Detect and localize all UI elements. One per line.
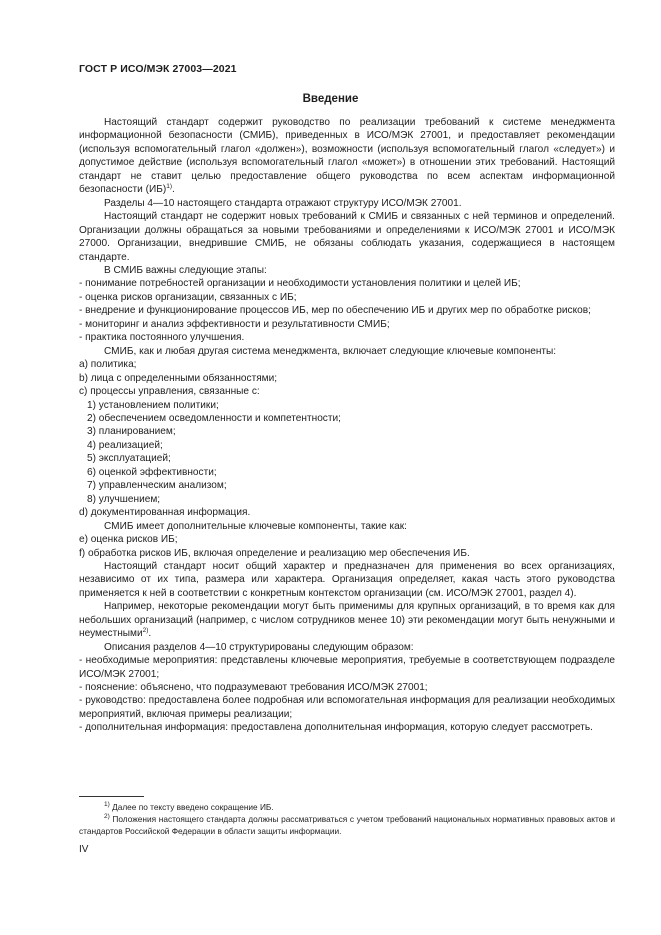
paragraph-text: 2) обеспечением осведомленности и компетентности; — [87, 412, 341, 424]
paragraph-text: - необходимые мероприятия: представлены ключевые мероприятия, требуемые в соответствующем подразделе ИСО/МЭК 27001; — [79, 655, 615, 680]
paragraph-text: - дополнительная информация: предоставлена дополнительная информация, которую следует рассмотреть. — [79, 722, 593, 734]
paragraph-text: 3) планированием; — [87, 426, 176, 438]
paragraph — [79, 600, 615, 640]
paragraph-text: - понимание потребностей организации и необходимости установления политики и целей ИБ; — [79, 278, 521, 290]
paragraph — [79, 452, 615, 465]
paragraph-text: - внедрение и функционирование процессов ИБ, мер по обеспечению ИБ и других мер по обработке рисков; — [79, 305, 591, 317]
paragraph — [79, 506, 615, 519]
paragraph — [79, 412, 615, 425]
paragraph — [79, 533, 615, 546]
paragraph-text: В СМИБ важны следующие этапы: — [104, 264, 267, 276]
paragraph-tail: . — [148, 628, 152, 640]
paragraph — [79, 641, 615, 654]
paragraph — [79, 681, 615, 694]
paragraph-text: 6) оценкой эффективности; — [87, 466, 217, 478]
paragraph-text: d) документированная информация. — [79, 507, 251, 519]
paragraph — [79, 439, 615, 452]
paragraph — [79, 560, 615, 600]
paragraph — [79, 197, 615, 210]
footnote-mark: 1) — [104, 801, 110, 808]
paragraph — [79, 331, 615, 344]
paragraph — [79, 277, 615, 290]
paragraph-text: c) процессы управления, связанные с: — [79, 386, 260, 398]
paragraph-text: Описания разделов 4—10 структурированы следующим образом: — [104, 641, 414, 653]
paragraph — [79, 520, 615, 533]
paragraph — [79, 721, 615, 734]
footnote-text: Положения настоящего стандарта должны рассматриваться с учетом требований национальных нормативных правовых актов и стандартов Российской Федерации в области защиты информации. — [79, 814, 615, 837]
paragraph-text: СМИБ, как и любая другая система менеджмента, включает следующие ключевые компоненты: — [104, 345, 557, 357]
paragraph — [79, 210, 615, 264]
paragraph — [79, 116, 615, 197]
footnote — [79, 813, 615, 837]
footnote-ref: 2) — [142, 627, 149, 635]
footnote-text: Далее по тексту введено сокращение ИБ. — [109, 802, 274, 812]
page-number: IV — [79, 844, 89, 855]
paragraph-text: 5) эксплуатацией; — [87, 453, 171, 465]
paragraph — [79, 399, 615, 412]
paragraph-text: Настоящий стандарт содержит руководство по реализации требований к системе менеджмента информационной безопасности (СМИБ), приведенных в ИСО/МЭК 27001, и предоставляет рекомендации (используя вспомогательный глагол «должен»), возможности (используя вспомогательный глагол «следует») и допустимое действие (используя вспомогательный глагол «может») в отношении этих требований. Настоящий стандарт не ставит целью предоставление общего руководства по всем аспектам информационной безопасности (ИБ) — [79, 117, 615, 196]
footnotes — [79, 801, 615, 838]
paragraph-text: - пояснение: объяснено, что подразумевают требования ИСО/МЭК 27001; — [79, 682, 428, 694]
paragraph — [79, 466, 615, 479]
paragraph — [79, 345, 615, 358]
paragraph — [79, 372, 615, 385]
paragraph-text: Например, некоторые рекомендации могут быть применимы для крупных организаций, в то время как для небольших организаций (например, с числом сотрудников менее 10) эти рекомендации могут быть ненужными и неуместными — [79, 601, 615, 640]
paragraph — [79, 304, 615, 317]
paragraph-text: Настоящий стандарт не содержит новых требований к СМИБ и связанных с ней терминов и определений. Организации должны обращаться за новыми требованиями и определениями к ИСО/МЭК 27001 и ИСО/МЭК 27000. Организации, внедрившие СМИБ, не обязаны соблюдать указания, содержащиеся в настоящем стандарте. — [79, 211, 615, 263]
paragraph-tail: . — [172, 184, 175, 196]
paragraph — [79, 358, 615, 371]
paragraph-text: 1) установлением политики; — [87, 399, 219, 411]
footnote-separator — [79, 796, 144, 797]
paragraph-text: 8) улучшением; — [87, 493, 161, 505]
paragraph-text: - практика постоянного улучшения. — [79, 332, 245, 344]
body-text — [79, 116, 615, 735]
paragraph — [79, 264, 615, 277]
paragraph-text: Разделы 4—10 настоящего стандарта отражают структуру ИСО/МЭК 27001. — [104, 197, 462, 209]
paragraph — [79, 425, 615, 438]
paragraph-text: - оценка рисков организации, связанных с ИБ; — [79, 291, 297, 303]
paragraph — [79, 291, 615, 304]
paragraph — [79, 547, 615, 560]
document-header: ГОСТ Р ИСО/МЭК 27003—2021 — [79, 63, 237, 75]
paragraph-text: f) обработка рисков ИБ, включая определение и реализацию мер обеспечения ИБ. — [79, 547, 470, 559]
paragraph — [79, 479, 615, 492]
footnote — [79, 801, 615, 813]
section-title: Введение — [302, 93, 359, 105]
paragraph-text: 7) управленческим анализом; — [87, 480, 227, 492]
paragraph-text: b) лица с определенными обязанностями; — [79, 372, 278, 384]
paragraph — [79, 493, 615, 506]
footnote-mark: 2) — [104, 813, 110, 821]
paragraph-text: СМИБ имеет дополнительные ключевые компоненты, такие как: — [104, 520, 407, 532]
footnote-ref: 1) — [166, 183, 172, 191]
paragraph — [79, 694, 615, 721]
paragraph-text: a) политика; — [79, 359, 137, 371]
paragraph — [79, 654, 615, 681]
paragraph-text: e) оценка рисков ИБ; — [79, 534, 178, 546]
paragraph — [79, 385, 615, 398]
paragraph — [79, 318, 615, 331]
paragraph-text: 4) реализацией; — [87, 439, 163, 451]
paragraph-text: - руководство: предоставлена более подробная или вспомогательная информация для реализации необходимых мероприятий, включая примеры реализации; — [79, 695, 615, 720]
paragraph-text: Настоящий стандарт носит общий характер и предназначен для применения во всех организациях, независимо от их типа, размера или характера. Организация определяет, какая часть этого руководства применяется к ней в соответствии с конкретным контекстом организации (см. ИСО/МЭК 27001, раздел 4). — [79, 560, 615, 599]
paragraph-text: - мониторинг и анализ эффективности и результативности СМИБ; — [79, 318, 390, 330]
